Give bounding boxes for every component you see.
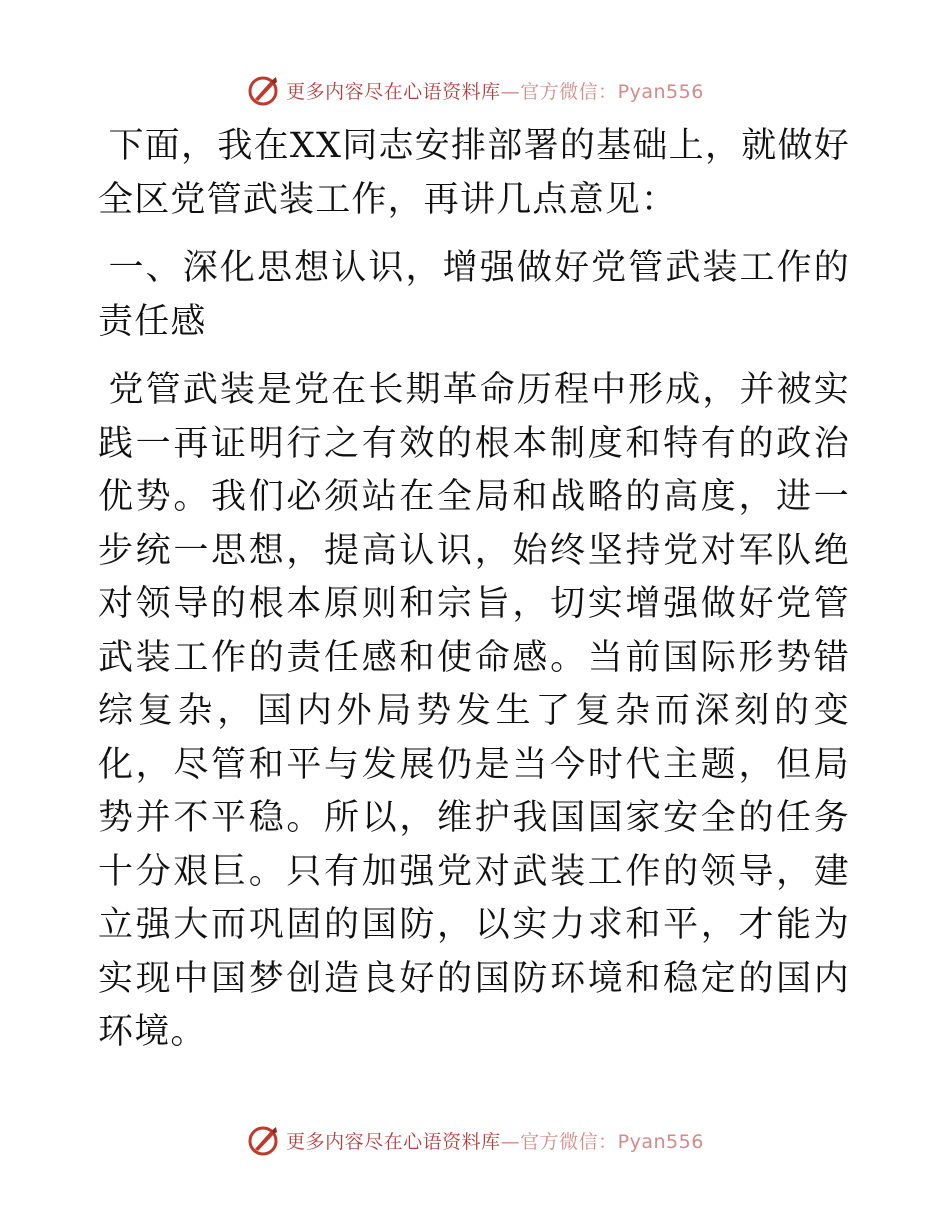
watermark-tail: —官方微信：Pyan556 bbox=[500, 1130, 704, 1153]
footer-watermark-banner bbox=[0, 1120, 950, 1160]
watermark-text bbox=[286, 77, 704, 104]
quill-pen-logo-icon bbox=[246, 1123, 280, 1157]
watermark-lead: 更多内容尽在心语资料库 bbox=[286, 80, 501, 103]
document-body bbox=[98, 120, 850, 1060]
header-watermark-banner bbox=[0, 70, 950, 110]
intro-paragraph: 下面，我在XX同志安排部署的基础上，就做好全区党管武装工作，再讲几点意见： bbox=[98, 126, 850, 220]
watermark-tail: —官方微信：Pyan556 bbox=[500, 80, 704, 103]
section-heading: 一、深化思想认识，增强做好党管武装工作的责任感 bbox=[98, 248, 850, 342]
body-paragraph: 党管武装是党在长期革命历程中形成，并被实践一再证明行之有效的根本制度和特有的政治优势。我们必须站在全局和战略的高度，进一步统一思想，提高认识，始终坚持党对军队绝对领导的根本原则和宗旨，切实增强做好党管武装工作的责任感和使命感。当前国际形势错综复杂，国内外局势发生了复杂而深刻的变化，尽管和平与发展仍是当今时代主题，但局势并不平稳。所以，维护我国国家安全的任务十分艰巨。只有加强党对武装工作的领导，建立强大而巩固的国防，以实力求和平，才能为实现中国梦创造良好的国防环境和稳定的国内环境。 bbox=[98, 370, 850, 1052]
quill-pen-logo-icon bbox=[246, 73, 280, 107]
watermark-lead: 更多内容尽在心语资料库 bbox=[286, 1130, 501, 1153]
watermark-text bbox=[286, 1127, 704, 1154]
